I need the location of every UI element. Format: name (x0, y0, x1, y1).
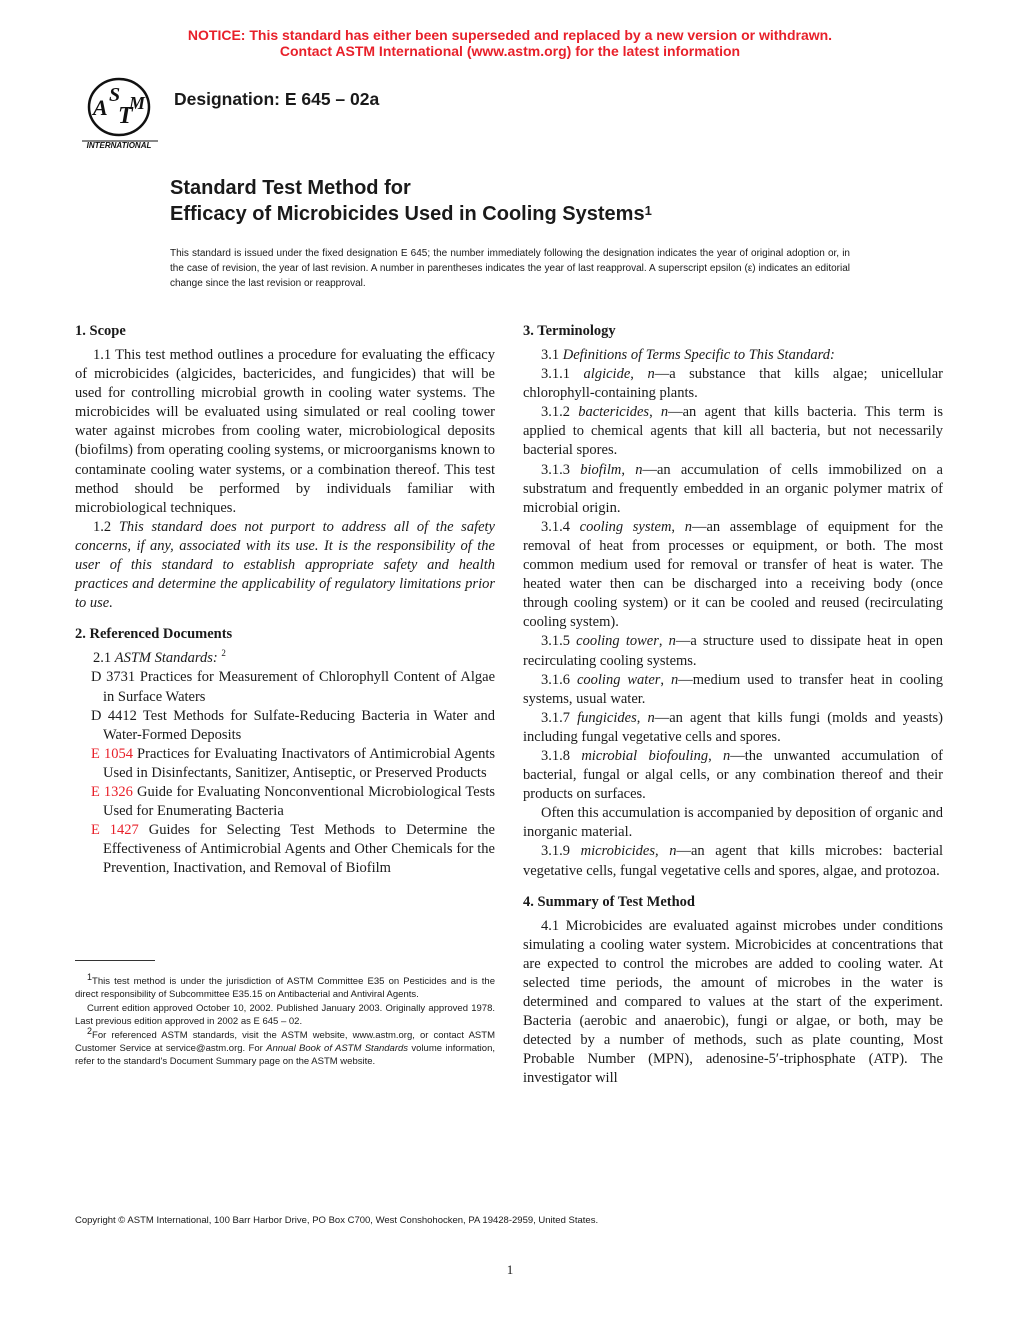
reference-link[interactable]: E 1326 (91, 783, 133, 800)
term-definition: 3.1.1 algicide, n—a substance that kills algae; unicellular chlorophyll-containing plants. (523, 366, 944, 402)
term-definition: 3.1.7 fungicides, n—an agent that kills fungi (molds and yeasts) including fungal vegetative cells and spores. (523, 709, 943, 745)
astm-international-logo-icon (74, 73, 164, 153)
terminology-heading: 3. Terminology (523, 323, 616, 339)
term-definition: 3.1.4 cooling system, n—an assemblage of equipment for the removal of heat from processes or equipment, or both. The most common medium used for removal or transfer of heat is water. The heated water then can be discharged into a receiving body (once through cooling system) or it can be cooled and reused (recirculating cooling system). (523, 518, 944, 631)
left-column (75, 322, 495, 878)
intro-paragraph: This standard is issued under the fixed designation E 645; the number immediately following the designation indicates the year of original adoption or, in the case of revision, the year of last revision. A number in parentheses indicates the year of last reapproval. A superscript epsilon (ε) indicates an editorial change since the last revision or reapproval. (170, 248, 850, 289)
svg-text:S: S (109, 84, 121, 106)
footnote-1b: Current edition approved October 10, 2002. Published January 2003. Originally approved 1978. Last previous edition approved in 2002 as E 645 – 02. (75, 1002, 495, 1028)
svg-text:M: M (129, 93, 146, 113)
term-definition: 3.1.8 microbial biofouling, n—the unwanted accumulation of bacterial, fungal or algal cells, or any combination thereof and their products on surfaces. (523, 747, 943, 803)
reference-item: E 1054 Practices for Evaluating Inactivators of Antimicrobial Agents Used in Disinfectants, Sanitizer, Antiseptic, or Preserved Products (91, 745, 495, 781)
scope-heading: 1. Scope (75, 323, 126, 339)
referenced-sub: 2.1 ASTM Standards: $^2$ (93, 648, 226, 667)
reference-item: D 4412 Test Methods for Sulfate-Reducing Bacteria in Water and Water-Formed Deposits (91, 707, 495, 743)
reference-item: E 1326 Guide for Evaluating Nonconventional Microbiological Tests Used for Enumerating Bacteria (91, 783, 496, 820)
notice-line-2: Contact ASTM International (www.astm.org) for the latest information (279, 43, 741, 59)
notice-line-1: NOTICE: This standard has either been superseded and replaced by a new version or withdrawn. (187, 27, 833, 43)
title-line-1: Standard Test Method for (170, 177, 411, 199)
summary-p1: 4.1 Microbicides are evaluated against microbes under conditions simulating a cooling water system. Microbicides at concentrations that are expected to control the microbes are added to cooling water. At selected time periods, the amount of microbes in the water is determined and compared to values at the start of the experiment. Bacteria (aerobic and anaerobic), fungi or algae, or both, may be detected by a number of methods, such as plate counting, Most Probable Number (MPN), adenosine-5′-triphosphate (ATP). The investigator will (523, 917, 943, 1087)
scope-p1: 1.1 This test method outlines a procedure for evaluating the efficacy of microbicides (algicides, bactericides, and fungicides) that will be used for controlling microbial growth in cooling water systems. The microbicides will be evaluated using simulated or real cooling tower water against microbes from cooling water, microbiological deposits (biofilms) from operating cooling systems, or microorganisms known to contaminate cooling water systems, or a combination thereof. This test method should be performed by individuals familiar with microbiological techniques. (75, 347, 495, 516)
reference-item: D 3731 Practices for Measurement of Chlorophyll Content of Algae in Surface Waters (91, 669, 496, 705)
title-line-2: Efficacy of Microbicides Used in Cooling Systems (170, 203, 645, 225)
title-footnote-ref: 1 (644, 203, 652, 218)
term-definition: 3.1.6 cooling water, n—medium used to transfer heat in cooling systems, usual water. (523, 671, 943, 707)
page-number: 1 (506, 1262, 514, 1277)
designation: Designation: E 645 – 02a (174, 89, 380, 109)
term-definition: 3.1.9 microbicides, n—an agent that kills microbes: bacterial vegetative cells, fungal vegetative cells and spores, algae, and protozoa. (523, 843, 943, 879)
reference-item: E 1427 Guides for Selecting Test Methods to Determine the Effectiveness of Antimicrobial Agents and Other Chemicals for the Prevention, Inactivation, and Removal of Biofilm (91, 822, 495, 877)
footnotes (75, 960, 495, 1069)
reference-link[interactable]: E 1427 (91, 822, 139, 839)
svg-text:T: T (118, 103, 133, 129)
footnote-2: $^2$For referenced ASTM standards, visit the ASTM website, www.astm.org, or contact ASTM Customer Service at service@astm.org. For Annual Book of ASTM Standards volume information, refer to the standard's Document Summary page on the ASTM website. (75, 1025, 496, 1068)
referenced-heading: 2. Referenced Documents (75, 626, 233, 643)
svg-text:A: A (93, 95, 108, 120)
right-column (523, 322, 943, 1088)
page-title (170, 175, 652, 227)
logo-text: INTERNATIONAL (86, 141, 152, 150)
terminology-sub: 3.1 Definitions of Terms Specific to This Standard: (541, 347, 835, 363)
scope-p2: 1.2 This standard does not purport to address all of the safety concerns, if any, associated with its use. It is the responsibility of the user of this standard to establish appropriate safety and health practices and determine the applicability of regulatory limitations prior to use. (75, 518, 495, 612)
term-note: Often this accumulation is accompanied by deposition of organic and inorganic material. (523, 805, 943, 841)
footnote-divider (75, 960, 155, 961)
notice-banner (0, 27, 1020, 59)
summary-heading: 4. Summary of Test Method (523, 893, 695, 910)
reference-link[interactable]: E 1054 (91, 745, 133, 762)
copyright-line: Copyright © ASTM International, 100 Barr Harbor Drive, PO Box C700, West Conshohocken, PA 19428-2959, United States. (75, 1215, 599, 1226)
term-definition: 3.1.3 biofilm, n—an accumulation of cells immobilized on a substratum and frequently embedded in an organic polymer matrix of microbial origin. (523, 461, 943, 516)
footnote-1: $^1$This test method is under the jurisdiction of ASTM Committee E35 on Pesticides and is the direct responsibility of Subcommittee E35.15 on Antibacterial and Antiviral Agents. (75, 971, 495, 1001)
term-definition: 3.1.2 bactericides, n—an agent that kills bacteria. This term is applied to chemical agents that kill all bacteria, but not necessarily bacterial spores. (523, 404, 943, 459)
term-definition: 3.1.5 cooling tower, n—a structure used to dissipate heat in open recirculating cooling systems. (523, 633, 943, 669)
